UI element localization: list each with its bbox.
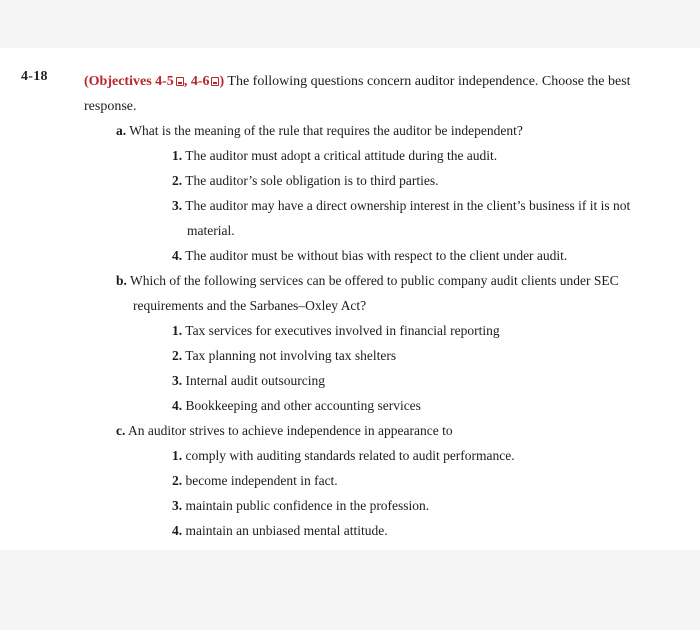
problem-number: 4-18 (21, 69, 48, 84)
question-letter: a. (116, 123, 127, 138)
problem-intro (84, 69, 684, 119)
objectives-reference: (Objectives 4-5 , 4-6 ) (84, 74, 225, 89)
choice-item: 1. comply with auditing standards related to audit performance. (172, 448, 515, 463)
choice-list (0, 143, 700, 268)
choice-item: 4. The auditor must be without bias with respect to the client under audit. (172, 248, 568, 263)
question-a (0, 118, 700, 268)
question-letter: b. (116, 273, 127, 288)
choice-item: 2. The auditor’s sole obligation is to third parties. (172, 173, 439, 188)
choice-item: 1. The auditor must adopt a critical attitude during the audit. (172, 148, 498, 163)
choice-item: 3. maintain public confidence in the profession. (172, 498, 430, 513)
question-text: An auditor strives to achieve independence in appearance to (128, 423, 453, 438)
choice-item: 2. Tax planning not involving tax shelters (172, 348, 397, 363)
choice-item: 1. Tax services for executives involved in financial reporting (172, 323, 500, 338)
choice-item: 4. maintain an unbiased mental attitude. (172, 523, 388, 538)
textbook-page (0, 48, 700, 550)
question-text: Which of the following services can be offered to public company audit clients under SEC requirements and the Sarbanes–Oxley Act? (130, 273, 619, 313)
question-stem (0, 268, 633, 318)
learning-objective-icon (176, 77, 184, 86)
question-c (0, 418, 700, 543)
intro-text: The following questions concern auditor independence. Choose the best response. (84, 74, 631, 114)
question-stem (0, 118, 633, 143)
choice-list (0, 318, 700, 418)
question-text: What is the meaning of the rule that requires the auditor be independent? (129, 123, 523, 138)
choice-item: 3. The auditor may have a direct ownership interest in the client’s business if it is not material. (172, 198, 631, 238)
choice-list (0, 443, 700, 543)
learning-objective-icon (211, 77, 219, 86)
question-stem (0, 418, 633, 443)
choice-item: 4. Bookkeeping and other accounting services (172, 398, 421, 413)
choice-item: 2. become independent in fact. (172, 473, 338, 488)
question-letter: c. (116, 423, 126, 438)
question-list (0, 118, 700, 543)
question-b (0, 268, 700, 418)
choice-item: 3. Internal audit outsourcing (172, 373, 325, 388)
